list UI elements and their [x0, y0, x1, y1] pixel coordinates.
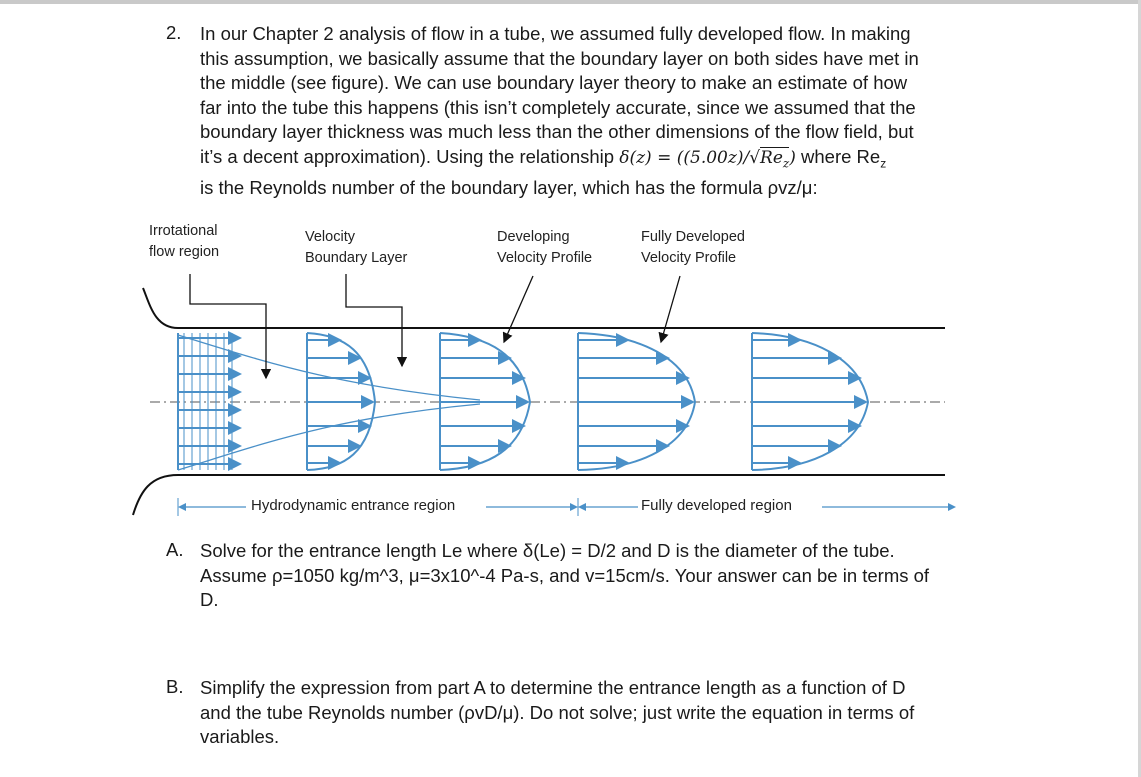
question-line-7: is the Reynolds number of the boundary layer, which has the formula ρvz/μ:: [200, 176, 818, 198]
label-velocity-profile-2: Velocity Profile: [641, 250, 737, 266]
formula-lhs: δ(z) = ((5.00z)/: [619, 147, 750, 168]
tube-top-wall: [143, 288, 945, 328]
boundary-layer-top: [178, 335, 480, 400]
boundary-layer-formula: [619, 147, 796, 168]
tube-flow-diagram: [120, 270, 970, 520]
part-b-line-3: variables.: [200, 726, 280, 747]
label-boundary-layer: Boundary Layer: [305, 250, 408, 266]
question-line-1: In our Chapter 2 analysis of flow in a tube, we assumed fully developed flow. In making: [200, 23, 911, 44]
question-line-6-after: where Re: [795, 145, 881, 167]
question-line-6-text: it’s a decent approximation). Using the relationship: [200, 145, 620, 167]
question-number: 2.: [166, 22, 182, 43]
label-irrotational: Irrotational: [149, 223, 218, 239]
part-a-text: [200, 539, 1030, 613]
question-line-4: far into the tube this happens (this isn’t completely accurate, since we assumed that the: [200, 96, 916, 118]
label-entrance-region: Hydrodynamic entrance region: [248, 497, 458, 514]
part-a-line-2: Assume ρ=1050 kg/m^3, μ=3x10^-4 Pa-s, and v=15cm/s. Your answer can be in terms of: [200, 564, 930, 586]
formula-re: Re: [760, 147, 783, 168]
label-velocity: Velocity: [305, 229, 355, 245]
question-line-6: [200, 145, 1030, 176]
question-line-3: the middle (see figure). We can use boundary layer theory to make an estimate of how: [200, 72, 908, 93]
leader-boundary-layer: [346, 274, 402, 366]
sqrt-symbol: √: [749, 147, 761, 168]
formula-sqrt-arg: [760, 147, 789, 168]
leader-irrotational: [190, 274, 266, 378]
part-b-line-2: and the tube Reynolds number (ρvD/μ). Do not solve; just write the equation in terms of: [200, 701, 915, 723]
boundary-layer-bottom: [178, 404, 480, 470]
formula-close: ): [789, 147, 796, 168]
label-velocity-profile-1: Velocity Profile: [497, 250, 593, 266]
part-a-letter: A.: [166, 539, 184, 560]
part-b-line-1: Simplify the expression from part A to determine the entrance length as a function of D: [200, 677, 906, 698]
label-velocity-boundary-layer: [305, 227, 407, 269]
label-flow-region: flow region: [149, 244, 220, 260]
question-text: [200, 22, 1030, 200]
part-b-letter: B.: [166, 676, 184, 697]
question-line-2: this assumption, we basically assume that the boundary layer on both sides have met in: [200, 47, 919, 69]
label-fully-developed: Fully Developed: [641, 229, 745, 245]
velocity-profile-developing: [440, 333, 530, 470]
label-fully-developed-profile: [641, 227, 745, 269]
part-a-line-3: D.: [200, 589, 219, 610]
part-b-text: [200, 676, 1030, 750]
formula-re-sub: z: [782, 155, 790, 170]
velocity-profile-fully-developed-2: [752, 333, 868, 470]
re-subscript: z: [880, 156, 887, 171]
label-irrotational-flow: [149, 221, 219, 263]
label-developed-region: Fully developed region: [638, 497, 795, 514]
part-a-line-1: Solve for the entrance length Le where δ(Le) = D/2 and D is the diameter of the tube.: [200, 540, 895, 561]
velocity-profile-fully-developed-1: [578, 333, 695, 470]
question-line-5: boundary layer thickness was much less than the other dimensions of the flow field, but: [200, 121, 914, 142]
label-developing-profile: [497, 227, 592, 269]
velocity-profile-2: [307, 333, 375, 470]
leader-developing: [504, 276, 533, 342]
label-developing: Developing: [497, 229, 570, 245]
leader-fully-developed: [661, 276, 680, 342]
page-top-border: [0, 0, 1141, 4]
